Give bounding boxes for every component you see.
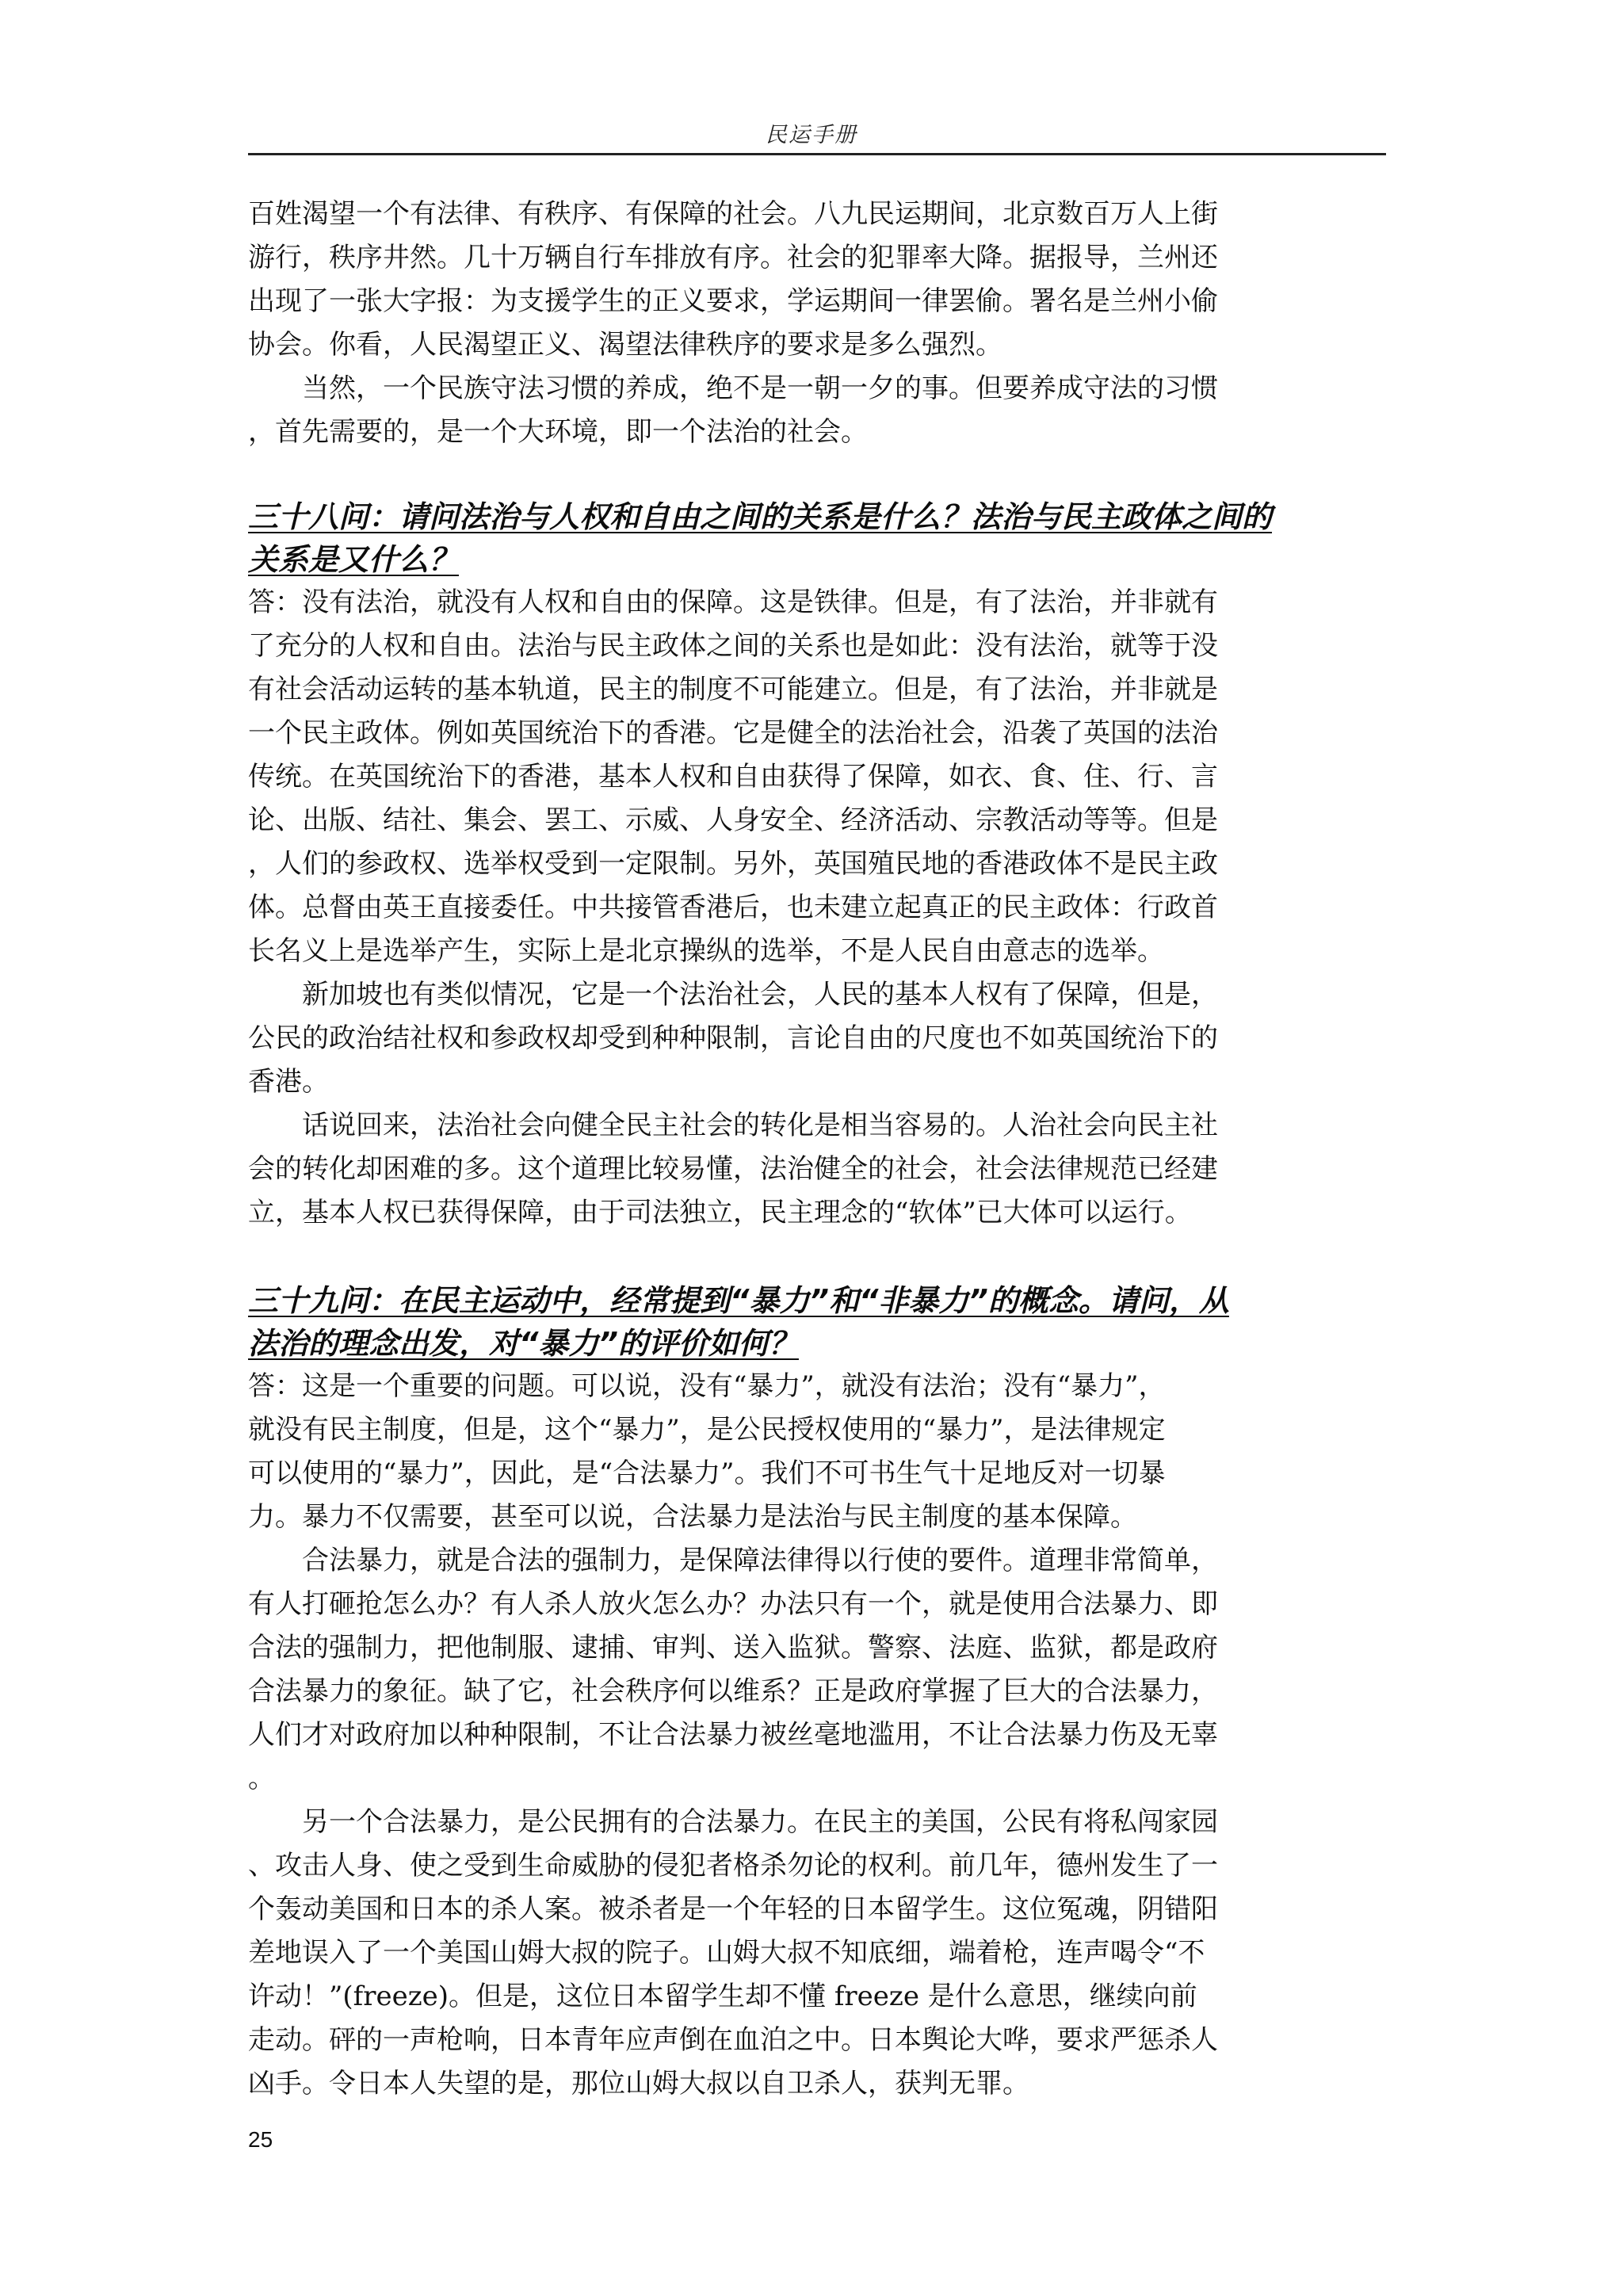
heading-line: 法治的理念出发，对“暴力”的评价如何？ [248, 1326, 799, 1361]
text-line: 可以使用的“暴力”，因此，是“合法暴力”。我们不可书生气十足地反对一切暴 [248, 1457, 1166, 1489]
text-line: 出现了一张大字报：为支援学生的正义要求，学运期间一律罢偷。署名是兰州小偷 [248, 285, 1218, 317]
text-line: 有人打砸抢怎么办？有人杀人放火怎么办？办法只有一个，就是使用合法暴力、即 [248, 1588, 1218, 1620]
text-line: ，人们的参政权、选举权受到一定限制。另外，英国殖民地的香港政体不是民主政 [248, 848, 1218, 880]
text-line: 传统。在英国统治下的香港，基本人权和自由获得了保障，如衣、食、住、行、言 [248, 761, 1218, 793]
text-line: 许动！”(freeze)。但是，这位日本留学生却不懂 freeze 是什么意思，继续向前 [248, 1981, 1197, 2012]
page-number: 25 [248, 2127, 273, 2152]
text-line: 长名义上是选举产生，实际上是北京操纵的选举，不是人民自由意志的选举。 [248, 935, 1164, 967]
text-line: 话说回来，法治社会向健全民主社会的转化是相当容易的。人治社会向民主社 [302, 1110, 1218, 1141]
text-line: 。 [248, 1763, 275, 1794]
section-heading-38 [248, 495, 1389, 581]
text-line: 体。总督由英王直接委任。中共接管香港后，也未建立起真正的民主政体：行政首 [248, 892, 1218, 923]
text-line: 就没有民主制度，但是，这个“暴力”，是公民授权使用的“暴力”，是法律规定 [248, 1414, 1166, 1446]
text-line: 了充分的人权和自由。法治与民主政体之间的关系也是如此：没有法治，就等于没 [248, 630, 1218, 662]
text-line: 一个民主政体。例如英国统治下的香港。它是健全的法治社会，沿袭了英国的法治 [248, 717, 1218, 749]
paragraph [248, 367, 1389, 454]
text-line: 答：没有法治，就没有人权和自由的保障。这是铁律。但是，有了法治，并非就有 [248, 586, 1218, 618]
text-line: 当然，一个民族守法习惯的养成，绝不是一朝一夕的事。但要养成守法的习惯 [302, 372, 1218, 404]
text-line: ，首先需要的，是一个大环境，即一个法治的社会。 [248, 416, 868, 448]
paragraph [248, 581, 1389, 973]
heading-line: 关系是又什么？ [248, 542, 460, 577]
text-line: 差地误入了一个美国山姆大叔的院子。山姆大叔不知底细，端着枪，连声喝令“不 [248, 1937, 1205, 1969]
text-line: 力。暴力不仅需要，甚至可以说，合法暴力是法治与民主制度的基本保障。 [248, 1501, 1137, 1533]
text-line: 合法的强制力，把他制服、逮捕、审判、送入监狱。警察、法庭、监狱，都是政府 [248, 1632, 1218, 1664]
text-line: 香港。 [248, 1066, 329, 1098]
text-line: 立，基本人权已获得保障，由于司法独立，民主理念的“软体”已大体可以运行。 [248, 1197, 1192, 1228]
text-line: 走动。砰的一声枪响，日本青年应声倒在血泊之中。日本舆论大哗，要求严惩杀人 [248, 2024, 1218, 2056]
text-line: 公民的政治结社权和参政权却受到种种限制，言论自由的尺度也不如英国统治下的 [248, 1022, 1218, 1054]
text-line: 新加坡也有类似情况，它是一个法治社会，人民的基本人权有了保障，但是， [302, 979, 1218, 1010]
text-line: 合法暴力，就是合法的强制力，是保障法律得以行使的要件。道理非常简单， [302, 1545, 1218, 1576]
page-body [248, 193, 1389, 2106]
text-line: 协会。你看，人民渴望正义、渴望法律秩序的要求是多么强烈。 [248, 329, 1002, 361]
running-header: 民运手册 [766, 123, 857, 147]
heading-line: 三十九问：在民主运动中，经常提到“暴力”和“非暴力”的概念。请问，从 [248, 1283, 1229, 1318]
paragraph [248, 193, 1389, 367]
text-line: 答：这是一个重要的问题。可以说，没有“暴力”，就没有法治；没有“暴力”， [248, 1370, 1166, 1402]
text-line: 论、出版、结社、集会、罢工、示威、人身安全、经济活动、宗教活动等等。但是 [248, 804, 1218, 836]
paragraph [248, 973, 1389, 1104]
header-divider [248, 153, 1386, 155]
paragraph [248, 1539, 1389, 1801]
text-line: 、攻击人身、使之受到生命威胁的侵犯者格杀勿论的权利。前几年，德州发生了一 [248, 1850, 1218, 1881]
heading-line: 三十八问：请问法治与人权和自由之间的关系是什么？法治与民主政体之间的 [248, 499, 1273, 534]
text-line: 合法暴力的象征。缺了它，社会秩序何以维系？正是政府掌握了巨大的合法暴力， [248, 1675, 1218, 1707]
paragraph [248, 1104, 1389, 1235]
text-line: 凶手。令日本人失望的是，那位山姆大叔以自卫杀人，获判无罪。 [248, 2068, 1029, 2099]
text-line: 百姓渴望一个有法律、有秩序、有保障的社会。八九民运期间，北京数百万人上街 [248, 198, 1218, 230]
text-line: 人们才对政府加以种种限制，不让合法暴力被丝毫地滥用，不让合法暴力伤及无辜 [248, 1719, 1218, 1751]
text-line: 另一个合法暴力，是公民拥有的合法暴力。在民主的美国，公民有将私闯家园 [302, 1806, 1218, 1838]
section-heading-39 [248, 1279, 1389, 1365]
text-line: 游行，秩序井然。几十万辆自行车排放有序。社会的犯罪率大降。据报导，兰州还 [248, 242, 1218, 273]
text-line: 个轰动美国和日本的杀人案。被杀者是一个年轻的日本留学生。这位冤魂，阴错阳 [248, 1893, 1218, 1925]
text-line: 会的转化却困难的多。这个道理比较易懂，法治健全的社会，社会法律规范已经建 [248, 1153, 1218, 1185]
paragraph [248, 1801, 1389, 2106]
paragraph [248, 1365, 1389, 1539]
text-line: 有社会活动运转的基本轨道，民主的制度不可能建立。但是，有了法治，并非就是 [248, 674, 1218, 705]
